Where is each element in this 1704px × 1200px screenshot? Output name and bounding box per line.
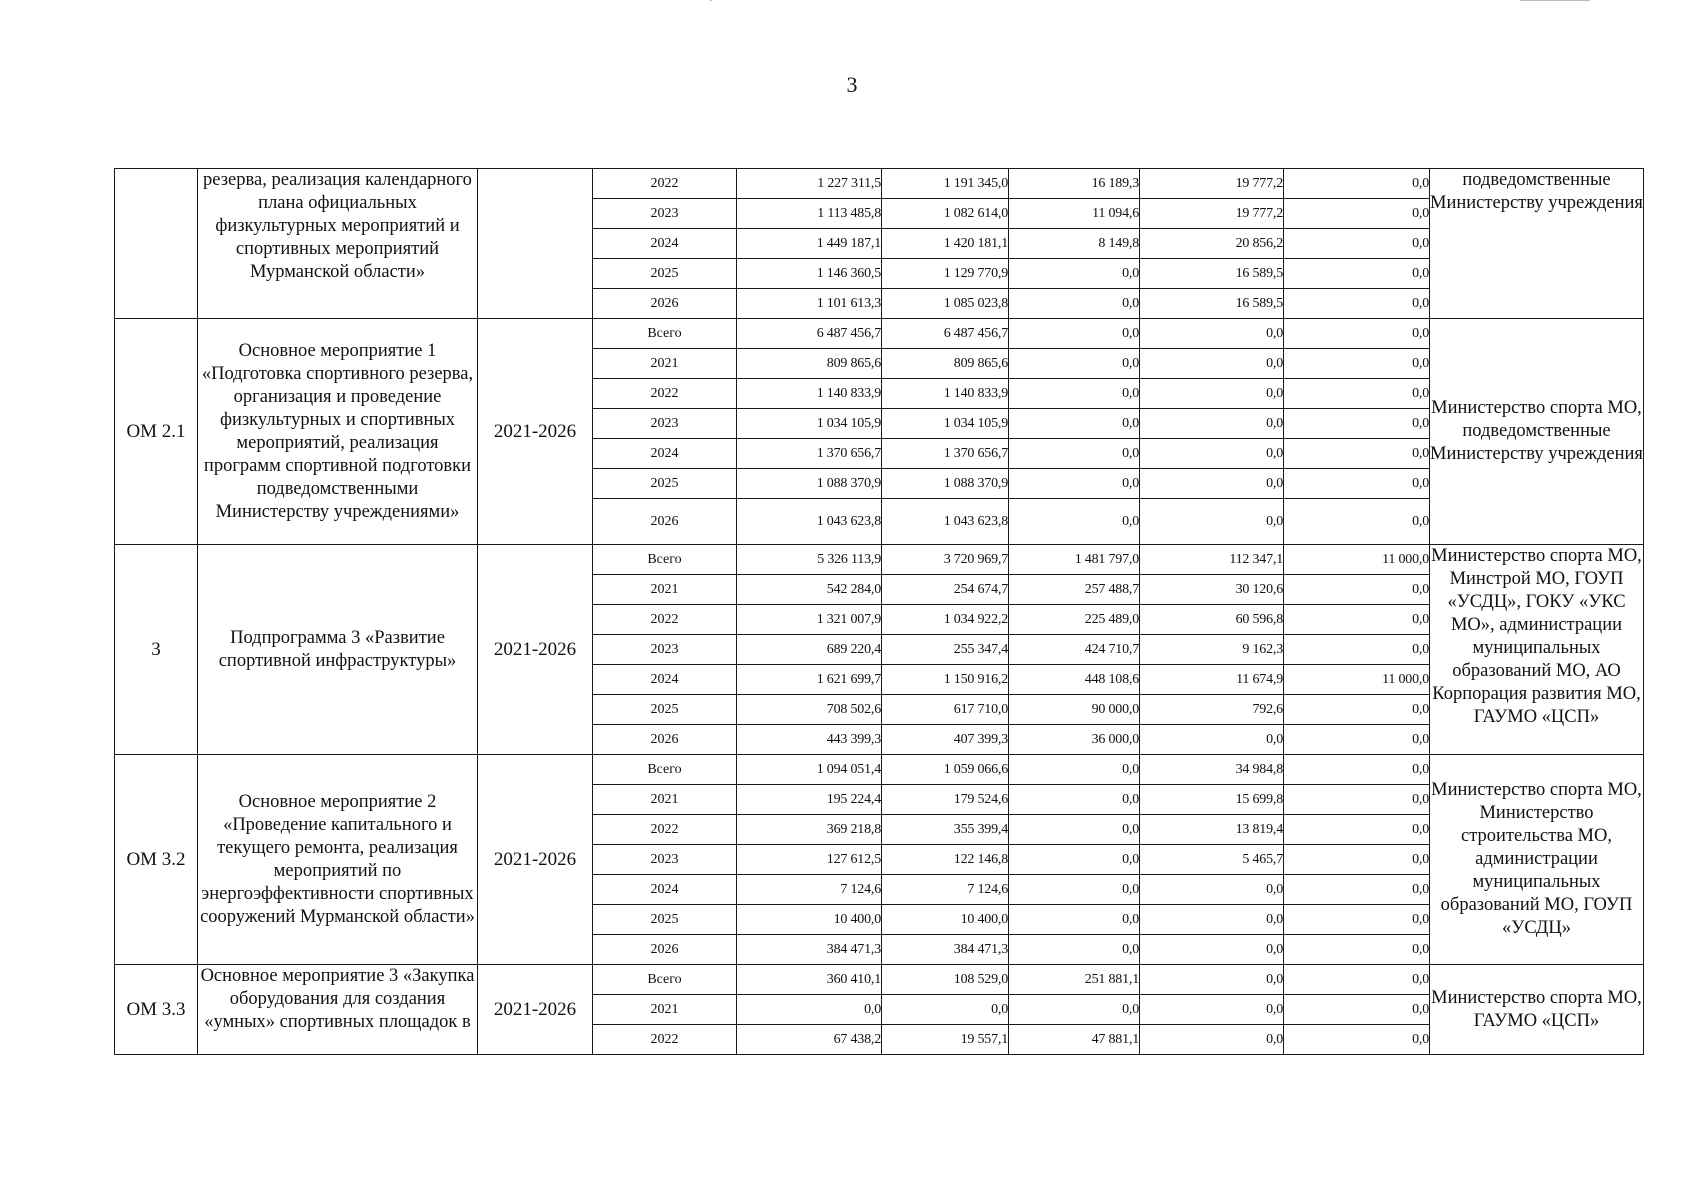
activity-name: резерва, реализация календарного плана официальных физкультурных мероприятий и спортивных мероприятий Мурманской области»	[198, 169, 478, 319]
amount-total: 195 224,4	[737, 785, 882, 815]
amount-col2: 0,0	[1009, 259, 1140, 289]
amount-col1: 809 865,6	[882, 349, 1009, 379]
amount-col2: 257 488,7	[1009, 575, 1140, 605]
amount-col1: 10 400,0	[882, 905, 1009, 935]
amount-col1: 1 150 916,2	[882, 665, 1009, 695]
table-row	[115, 965, 1644, 995]
amount-col2: 0,0	[1009, 935, 1140, 965]
year-cell: 2024	[593, 229, 737, 259]
year-cell: Всего	[593, 755, 737, 785]
amount-total: 689 220,4	[737, 635, 882, 665]
activity-name: Основное мероприятие 3 «Закупка оборудования для создания «умных» спортивных площадок в	[198, 965, 478, 1055]
amount-col2: 11 094,6	[1009, 199, 1140, 229]
executor: Министерство спорта МО, ГАУМО «ЦСП»	[1430, 965, 1644, 1055]
amount-col4: 0,0	[1284, 785, 1430, 815]
amount-total: 809 865,6	[737, 349, 882, 379]
amount-col3: 19 777,2	[1140, 199, 1284, 229]
amount-col4: 11 000,0	[1284, 545, 1430, 575]
year-cell: 2026	[593, 935, 737, 965]
amount-col3: 0,0	[1140, 349, 1284, 379]
amount-col4: 0,0	[1284, 635, 1430, 665]
table-row	[115, 169, 1644, 199]
implementation-period: 2021-2026	[478, 545, 593, 755]
year-cell: 2022	[593, 169, 737, 199]
year-cell: 2024	[593, 439, 737, 469]
amount-total: 384 471,3	[737, 935, 882, 965]
amount-col2: 0,0	[1009, 439, 1140, 469]
implementation-period: 2021-2026	[478, 755, 593, 965]
amount-col4: 0,0	[1284, 379, 1430, 409]
amount-total: 1 113 485,8	[737, 199, 882, 229]
page-number: 3	[846, 72, 858, 97]
amount-col1: 355 399,4	[882, 815, 1009, 845]
year-cell: 2025	[593, 905, 737, 935]
year-cell: 2025	[593, 469, 737, 499]
amount-total: 6 487 456,7	[737, 319, 882, 349]
amount-total: 10 400,0	[737, 905, 882, 935]
amount-col2: 0,0	[1009, 319, 1140, 349]
year-cell: 2021	[593, 575, 737, 605]
amount-total: 1 146 360,5	[737, 259, 882, 289]
amount-col3: 0,0	[1140, 905, 1284, 935]
amount-col4: 0,0	[1284, 695, 1430, 725]
amount-total: 127 612,5	[737, 845, 882, 875]
amount-col2: 0,0	[1009, 379, 1140, 409]
amount-col1: 1 034 105,9	[882, 409, 1009, 439]
activity-code: ОМ 2.1	[115, 319, 198, 545]
amount-col4: 0,0	[1284, 905, 1430, 935]
amount-col3: 0,0	[1140, 499, 1284, 545]
amount-col3: 0,0	[1140, 469, 1284, 499]
table-row	[115, 545, 1644, 575]
year-cell: 2022	[593, 815, 737, 845]
year-cell: 2021	[593, 785, 737, 815]
amount-col2: 251 881,1	[1009, 965, 1140, 995]
amount-col3: 16 589,5	[1140, 289, 1284, 319]
amount-col4: 0,0	[1284, 995, 1430, 1025]
amount-col1: 1 129 770,9	[882, 259, 1009, 289]
year-cell: 2025	[593, 695, 737, 725]
amount-col2: 448 108,6	[1009, 665, 1140, 695]
amount-col3: 0,0	[1140, 319, 1284, 349]
amount-col2: 0,0	[1009, 875, 1140, 905]
activity-code: 3	[115, 545, 198, 755]
amount-col2: 36 000,0	[1009, 725, 1140, 755]
amount-col1: 3 720 969,7	[882, 545, 1009, 575]
amount-col4: 0,0	[1284, 289, 1430, 319]
amount-col4: 0,0	[1284, 935, 1430, 965]
amount-total: 1 088 370,9	[737, 469, 882, 499]
amount-col4: 0,0	[1284, 605, 1430, 635]
amount-col2: 0,0	[1009, 995, 1140, 1025]
amount-col1: 407 399,3	[882, 725, 1009, 755]
amount-col1: 1 034 922,2	[882, 605, 1009, 635]
amount-col3: 30 120,6	[1140, 575, 1284, 605]
amount-col2: 8 149,8	[1009, 229, 1140, 259]
amount-total: 1 101 613,3	[737, 289, 882, 319]
table-row	[115, 319, 1644, 349]
amount-col1: 179 524,6	[882, 785, 1009, 815]
amount-col3: 60 596,8	[1140, 605, 1284, 635]
table-row	[115, 755, 1644, 785]
budget-table	[114, 168, 1644, 1055]
amount-col3: 15 699,8	[1140, 785, 1284, 815]
amount-col1: 0,0	[882, 995, 1009, 1025]
amount-total: 67 438,2	[737, 1025, 882, 1055]
amount-total: 1 227 311,5	[737, 169, 882, 199]
amount-total: 708 502,6	[737, 695, 882, 725]
year-cell: 2026	[593, 289, 737, 319]
amount-col4: 0,0	[1284, 499, 1430, 545]
amount-col4: 0,0	[1284, 815, 1430, 845]
amount-col1: 1 420 181,1	[882, 229, 1009, 259]
amount-col4: 0,0	[1284, 845, 1430, 875]
amount-col2: 90 000,0	[1009, 695, 1140, 725]
amount-col2: 0,0	[1009, 409, 1140, 439]
amount-total: 5 326 113,9	[737, 545, 882, 575]
executor: Министерство спорта МО, Министерство строительства МО, администрации муниципальных образований МО, ГОУП «УСДЦ»	[1430, 755, 1644, 965]
amount-col1: 254 674,7	[882, 575, 1009, 605]
amount-total: 1 034 105,9	[737, 409, 882, 439]
year-cell: 2022	[593, 605, 737, 635]
year-cell: 2021	[593, 995, 737, 1025]
amount-col3: 16 589,5	[1140, 259, 1284, 289]
amount-total: 7 124,6	[737, 875, 882, 905]
amount-col2: 1 481 797,0	[1009, 545, 1140, 575]
amount-col4: 11 000,0	[1284, 665, 1430, 695]
amount-col1: 1 082 614,0	[882, 199, 1009, 229]
amount-col3: 5 465,7	[1140, 845, 1284, 875]
amount-col1: 255 347,4	[882, 635, 1009, 665]
amount-col3: 0,0	[1140, 995, 1284, 1025]
amount-col1: 122 146,8	[882, 845, 1009, 875]
amount-col3: 34 984,8	[1140, 755, 1284, 785]
amount-col1: 617 710,0	[882, 695, 1009, 725]
year-cell: 2023	[593, 845, 737, 875]
activity-name: Основное мероприятие 1 «Подготовка спортивного резерва, организация и проведение физкультурных и спортивных мероприятий, реализация программ спортивной подготовки подведомственными Министерству учреждениями»	[198, 319, 478, 545]
amount-total: 443 399,3	[737, 725, 882, 755]
year-cell: 2023	[593, 635, 737, 665]
amount-col1: 1 191 345,0	[882, 169, 1009, 199]
amount-col3: 112 347,1	[1140, 545, 1284, 575]
year-cell: 2021	[593, 349, 737, 379]
activity-code	[115, 169, 198, 319]
amount-col4: 0,0	[1284, 575, 1430, 605]
amount-col4: 0,0	[1284, 349, 1430, 379]
table-body	[115, 169, 1644, 1055]
amount-col4: 0,0	[1284, 169, 1430, 199]
amount-col2: 0,0	[1009, 499, 1140, 545]
amount-col1: 1 088 370,9	[882, 469, 1009, 499]
amount-col2: 16 189,3	[1009, 169, 1140, 199]
amount-col1: 19 557,1	[882, 1025, 1009, 1055]
amount-col4: 0,0	[1284, 439, 1430, 469]
executor: Министерство спорта МО, Минстрой МО, ГОУП «УСДЦ», ГОКУ «УКС МО», администрации муниципальных образований МО, АО Корпорация развития МО, ГАУМО «ЦСП»	[1430, 545, 1644, 755]
scan-artifact	[710, 0, 712, 1]
implementation-period	[478, 169, 593, 319]
amount-col3: 19 777,2	[1140, 169, 1284, 199]
activity-code: ОМ 3.2	[115, 755, 198, 965]
implementation-period: 2021-2026	[478, 965, 593, 1055]
amount-col1: 1 140 833,9	[882, 379, 1009, 409]
executor: подведомственные Министерству учреждения	[1430, 169, 1644, 319]
amount-col1: 1 059 066,6	[882, 755, 1009, 785]
executor: Министерство спорта МО, подведомственные Министерству учреждения	[1430, 319, 1644, 545]
amount-col4: 0,0	[1284, 319, 1430, 349]
year-cell: Всего	[593, 545, 737, 575]
amount-col3: 0,0	[1140, 1025, 1284, 1055]
year-cell: 2024	[593, 875, 737, 905]
year-cell: 2024	[593, 665, 737, 695]
amount-col2: 0,0	[1009, 815, 1140, 845]
amount-col3: 9 162,3	[1140, 635, 1284, 665]
implementation-period: 2021-2026	[478, 319, 593, 545]
amount-total: 1 621 699,7	[737, 665, 882, 695]
amount-col2: 0,0	[1009, 755, 1140, 785]
amount-col3: 0,0	[1140, 875, 1284, 905]
amount-total: 369 218,8	[737, 815, 882, 845]
scan-artifact	[1520, 0, 1590, 1]
year-cell: 2023	[593, 199, 737, 229]
amount-col4: 0,0	[1284, 469, 1430, 499]
amount-total: 0,0	[737, 995, 882, 1025]
amount-col2: 0,0	[1009, 845, 1140, 875]
amount-total: 1 321 007,9	[737, 605, 882, 635]
activity-code: ОМ 3.3	[115, 965, 198, 1055]
amount-col1: 7 124,6	[882, 875, 1009, 905]
amount-col2: 424 710,7	[1009, 635, 1140, 665]
year-cell: 2026	[593, 499, 737, 545]
amount-col2: 47 881,1	[1009, 1025, 1140, 1055]
amount-col4: 0,0	[1284, 755, 1430, 785]
amount-col1: 6 487 456,7	[882, 319, 1009, 349]
year-cell: Всего	[593, 319, 737, 349]
amount-col4: 0,0	[1284, 965, 1430, 995]
activity-name: Основное мероприятие 2 «Проведение капитального и текущего ремонта, реализация мероприятий по энергоэффективности спортивных сооружений Мурманской области»	[198, 755, 478, 965]
amount-col1: 1 043 623,8	[882, 499, 1009, 545]
amount-col2: 0,0	[1009, 469, 1140, 499]
amount-total: 1 094 051,4	[737, 755, 882, 785]
amount-col2: 0,0	[1009, 785, 1140, 815]
amount-col1: 1 370 656,7	[882, 439, 1009, 469]
amount-col3: 792,6	[1140, 695, 1284, 725]
amount-col3: 20 856,2	[1140, 229, 1284, 259]
amount-col3: 0,0	[1140, 725, 1284, 755]
amount-col3: 11 674,9	[1140, 665, 1284, 695]
amount-total: 542 284,0	[737, 575, 882, 605]
amount-total: 1 140 833,9	[737, 379, 882, 409]
amount-col1: 1 085 023,8	[882, 289, 1009, 319]
amount-col1: 384 471,3	[882, 935, 1009, 965]
year-cell: 2023	[593, 409, 737, 439]
amount-col4: 0,0	[1284, 229, 1430, 259]
year-cell: 2022	[593, 379, 737, 409]
amount-col2: 225 489,0	[1009, 605, 1140, 635]
amount-col3: 0,0	[1140, 409, 1284, 439]
amount-col4: 0,0	[1284, 409, 1430, 439]
amount-col4: 0,0	[1284, 259, 1430, 289]
amount-col4: 0,0	[1284, 875, 1430, 905]
amount-total: 360 410,1	[737, 965, 882, 995]
amount-col4: 0,0	[1284, 199, 1430, 229]
amount-total: 1 043 623,8	[737, 499, 882, 545]
amount-col1: 108 529,0	[882, 965, 1009, 995]
amount-col4: 0,0	[1284, 725, 1430, 755]
year-cell: 2022	[593, 1025, 737, 1055]
amount-col3: 0,0	[1140, 439, 1284, 469]
year-cell: Всего	[593, 965, 737, 995]
amount-col2: 0,0	[1009, 905, 1140, 935]
amount-total: 1 370 656,7	[737, 439, 882, 469]
amount-col2: 0,0	[1009, 349, 1140, 379]
amount-total: 1 449 187,1	[737, 229, 882, 259]
amount-col3: 0,0	[1140, 935, 1284, 965]
year-cell: 2026	[593, 725, 737, 755]
amount-col2: 0,0	[1009, 289, 1140, 319]
amount-col3: 13 819,4	[1140, 815, 1284, 845]
amount-col3: 0,0	[1140, 379, 1284, 409]
amount-col4: 0,0	[1284, 1025, 1430, 1055]
year-cell: 2025	[593, 259, 737, 289]
amount-col3: 0,0	[1140, 965, 1284, 995]
activity-name: Подпрограмма 3 «Развитие спортивной инфраструктуры»	[198, 545, 478, 755]
